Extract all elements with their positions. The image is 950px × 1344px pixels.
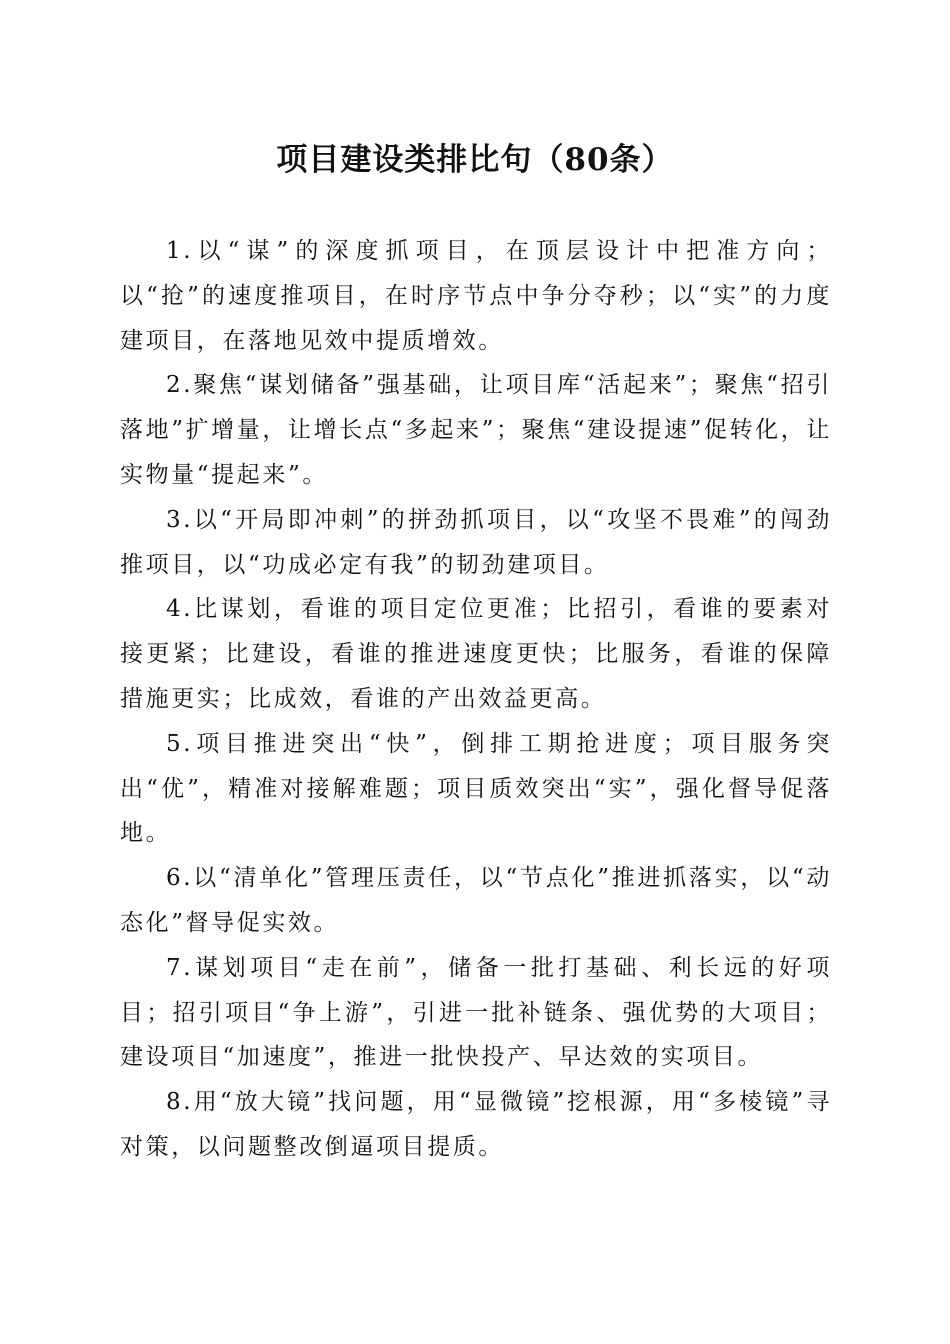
paragraph-7: 7.谋划项目“走在前”，储备一批打基础、利长远的好项目；招引项目“争上游”，引进一批补链条、强优势的大项目；建设项目“加速度”，推进一批快投产、早达效的实项目。 (120, 954, 832, 1071)
paragraph-8: 8.用“放大镜”找问题，用“显微镜”挖根源，用“多棱镜”寻对策，以问题整改倒逼项目提质。 (120, 1089, 832, 1160)
paragraph-1: 1.以“谋”的深度抓项目，在顶层设计中把准方向；以“抢”的速度推项目，在时序节点中争分夺秒；以“实”的力度建项目，在落地见效中提质增效。 (120, 238, 832, 354)
paragraph-2: 2.聚焦“谋划储备”强基础，让项目库“活起来”；聚焦“招引落地”扩增量，让增长点“多起来”；聚焦“建设提速”促转化，让实物量“提起来”。 (120, 372, 832, 488)
document-title: 项目建设类排比句（80条） (276, 142, 674, 178)
paragraph-4: 4.比谋划，看谁的项目定位更准；比招引，看谁的要素对接更紧；比建设，看谁的推进速度更快；比服务，看谁的保障措施更实；比成效，看谁的产出效益更高。 (120, 596, 832, 712)
paragraph-5: 5.项目推进突出“快”，倒排工期抢进度；项目服务突出“优”，精准对接解难题；项目质效突出“实”，强化督导促落地。 (120, 730, 832, 847)
document-body (120, 229, 832, 1170)
paragraph-3: 3.以“开局即冲刺”的拼劲抓项目，以“攻坚不畏难”的闯劲推项目，以“功成必定有我”的韧劲建项目。 (120, 506, 832, 578)
paragraph-6: 6.以“清单化”管理压责任，以“节点化”推进抓落实，以“动态化”督导促实效。 (120, 865, 832, 936)
